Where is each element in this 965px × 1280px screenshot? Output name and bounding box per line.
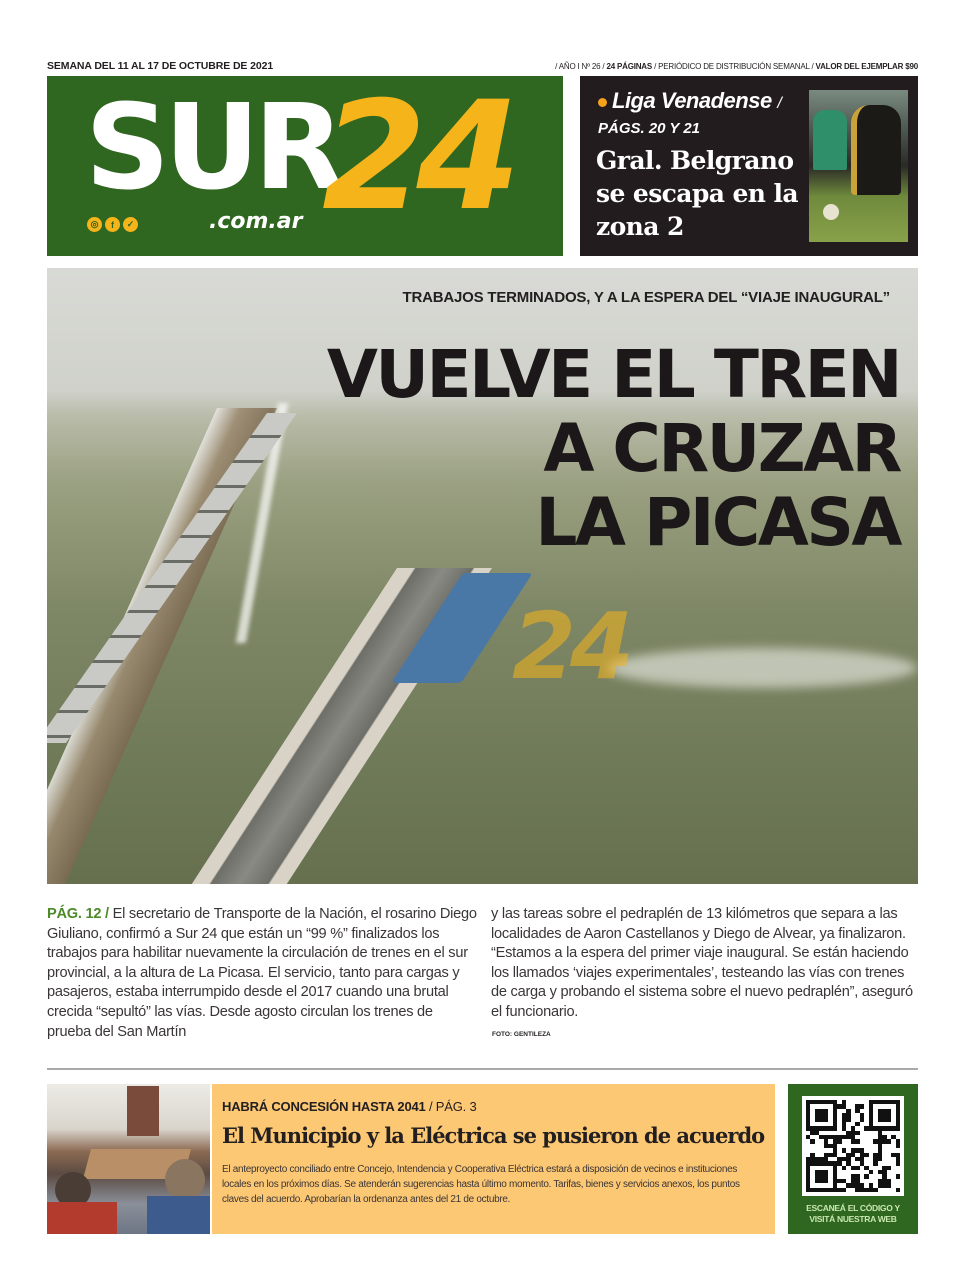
qr-grid xyxy=(806,1100,900,1192)
hero-title-line-1: VUELVE EL TREN xyxy=(326,336,900,413)
issue-page-count: 24 PÁGINAS xyxy=(606,62,653,71)
freight-train xyxy=(47,413,297,743)
hero-title xyxy=(327,338,900,560)
qr-caption-line-1: ESCANEÁ EL CÓDIGO Y xyxy=(806,1203,900,1213)
lead-story-column-right: y las tareas sobre el pedraplén de 13 kilómetros que separa a las localidades de Aaron Castellanos y Diego de Alvear, ya finalizaron. “Estamos a la espera del primer viaje inaugural. Se están haciendo los llamados ‘viajes experimentales’, testeando las vías con trenes de carga y probando el sistema sobre el nuevo pedraplén”, aseguró el funcionario. xyxy=(491,906,913,1020)
teaser-pages: PÁGS. 20 Y 21 xyxy=(598,120,701,137)
logo-sur-text: SUR xyxy=(85,78,339,216)
bottom-story[interactable] xyxy=(212,1084,775,1234)
person-right xyxy=(165,1159,205,1201)
water-foam-right xyxy=(607,648,917,688)
issue-distribution: / PERIÓDICO DE DISTRIBUCIÓN SEMANAL / xyxy=(654,62,814,71)
player-striped xyxy=(851,105,901,195)
twitter-icon[interactable]: ✓ xyxy=(123,217,138,232)
red-shirt xyxy=(47,1202,117,1234)
week-label: SEMANA DEL 11 AL 17 DE OCTUBRE DE 2021 xyxy=(47,60,274,72)
qr-code-icon[interactable] xyxy=(802,1096,904,1196)
soccer-ball xyxy=(823,204,839,220)
social-icons xyxy=(87,217,138,232)
watermark-logo: 24 xyxy=(512,593,629,700)
hero-title-line-3: LA PICASA xyxy=(535,484,900,561)
section-divider xyxy=(47,1068,918,1070)
lead-story-column-left xyxy=(47,905,477,1042)
bottom-story-kicker xyxy=(222,1099,477,1114)
hero-photo[interactable] xyxy=(47,268,918,884)
teaser-slash: / xyxy=(777,95,782,112)
issue-info xyxy=(555,62,918,71)
door xyxy=(127,1086,159,1136)
bullet-dot-icon xyxy=(598,98,607,107)
lead-page-ref[interactable]: PÁG. 12 / xyxy=(47,906,109,922)
logo-domain: .com.ar xyxy=(209,209,303,234)
issue-price: VALOR DEL EJEMPLAR $90 xyxy=(815,62,918,71)
logo-24-number: 24 xyxy=(322,76,511,244)
blue-shirt xyxy=(147,1196,210,1234)
qr-caption-line-2: VISITÁ NUESTRA WEB xyxy=(809,1214,897,1224)
sports-teaser[interactable] xyxy=(580,76,918,256)
teaser-section xyxy=(598,88,781,114)
facebook-icon[interactable]: f xyxy=(105,217,120,232)
teaser-section-label: Liga Venadense xyxy=(612,88,772,113)
bottom-kicker-label: HABRÁ CONCESIÓN HASTA 2041 xyxy=(222,1099,426,1114)
player-green xyxy=(813,110,847,170)
hero-kicker: TRABAJOS TERMINADOS, Y A LA ESPERA DEL “VIAJE INAUGURAL” xyxy=(402,289,890,306)
masthead-logo[interactable] xyxy=(47,76,563,256)
lead-text-left: El secretario de Transporte de la Nación, el rosarino Diego Giuliano, confirmó a Sur 24 que están un “99 %” finalizados los trabajos para habilitar nuevamente la circulación de trenes en el sur provincial, a la altura de La Picasa. El servicio, tanto para cargas y pasajeros, estaba interrumpido desde el 2017 cuando una brutal crecida “sepultó” las vías. Desde agosto circulan los trenes de prueba del San Martín xyxy=(47,906,477,1040)
issue-year-number: / AÑO I Nº 26 / xyxy=(555,62,605,71)
meeting-photo xyxy=(47,1084,210,1234)
photo-credit: FOTO: GENTILEZA xyxy=(492,1031,551,1038)
instagram-icon[interactable]: ◎ xyxy=(87,217,102,232)
teaser-headline: Gral. Belgrano se escapa en la zona 2 xyxy=(596,146,798,241)
bottom-story-headline: El Municipio y la Eléctrica se pusieron de acuerdo xyxy=(222,1123,765,1148)
soccer-photo xyxy=(809,90,908,242)
qr-promo[interactable] xyxy=(788,1084,918,1234)
hero-title-line-2: A CRUZAR xyxy=(543,410,900,487)
qr-caption xyxy=(788,1203,918,1225)
bottom-story-text: El anteproyecto conciliado entre Concejo, Intendencia y Cooperativa Eléctrica estará a disposición de vecinos e instituciones locales en los próximos días. Se atenderán sugerencias hasta último momento. Tarifas, bienes y servicios anexos, los puntos claves del acuerdo. Aprobarían la ordenanza antes del 21 de octubre. xyxy=(222,1164,740,1205)
bottom-page-ref: / PÁG. 3 xyxy=(425,1099,477,1114)
